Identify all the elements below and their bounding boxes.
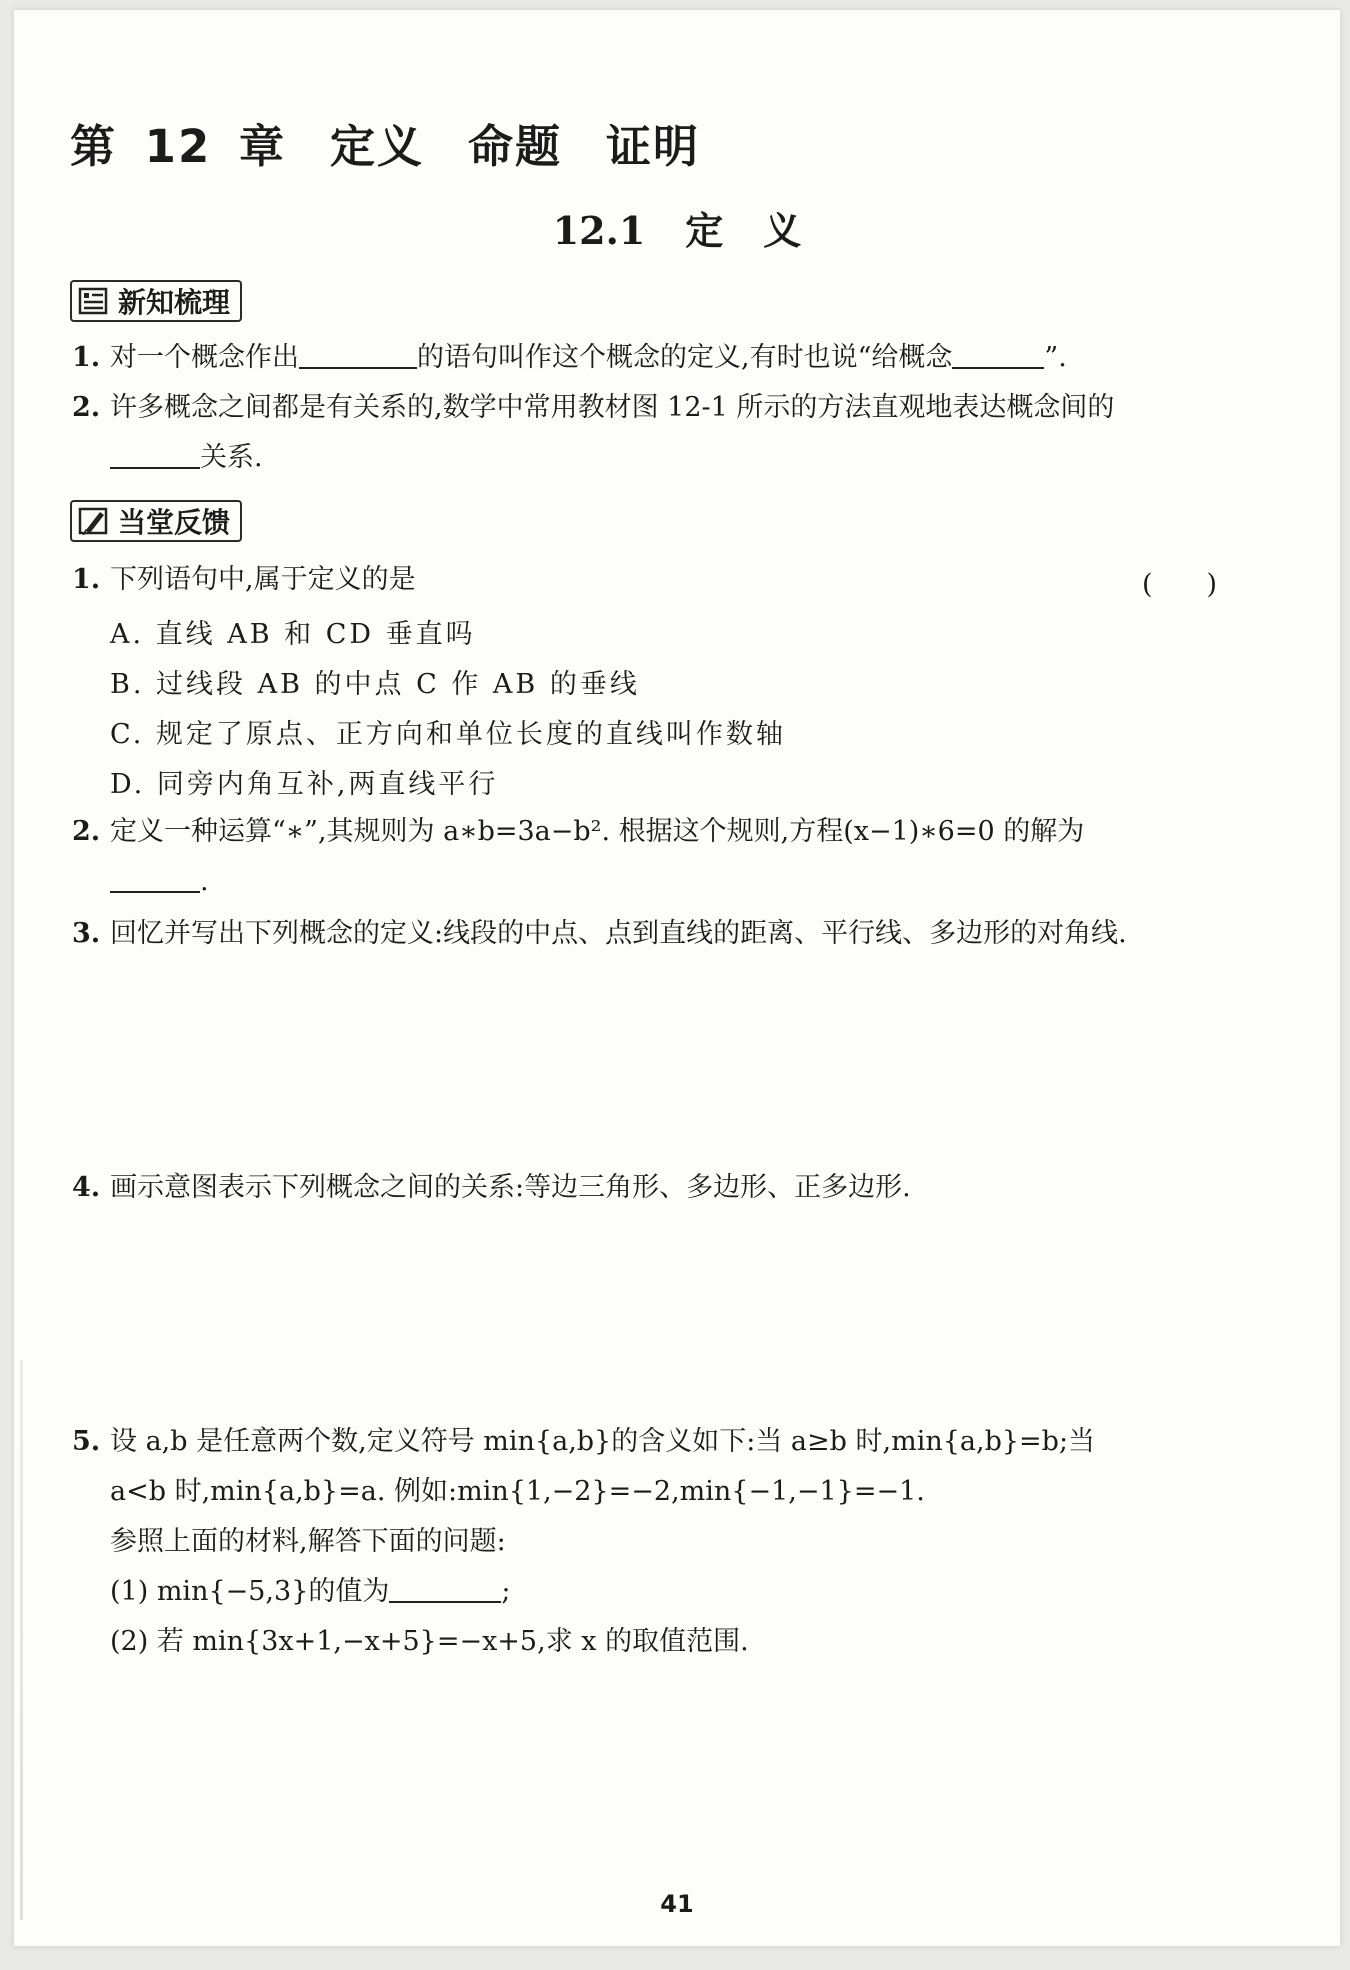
question-5-sub2: (2) 若 min{3x+1,−x+5}=−x+5,求 x 的取值范围. [110, 1626, 749, 1657]
answer-blank[interactable] [952, 343, 1044, 369]
option-c: C. 规定了原点、正方向和单位长度的直线叫作数轴 [110, 719, 786, 750]
in-class-feedback-label: 当堂反馈 [118, 506, 231, 539]
item-number: 1. [72, 342, 101, 373]
option-d: D. 同旁内角互补,两直线平行 [110, 769, 499, 800]
question-5 [72, 1424, 1095, 1460]
page-number: 41 [660, 1890, 694, 1918]
question-5-line3: 参照上面的材料,解答下面的问题: [110, 1526, 506, 1557]
question-number: 2. [72, 816, 101, 847]
question-text: 下列语句中,属于定义的是 [110, 564, 416, 595]
question-number: 5. [72, 1426, 101, 1457]
in-class-feedback-tag [70, 500, 242, 542]
answer-blank[interactable] [299, 343, 417, 369]
section-char-2: 义 [763, 208, 802, 253]
knowledge-item-1 [72, 340, 1067, 376]
answer-blank[interactable] [389, 1577, 501, 1603]
question-2 [72, 814, 1084, 850]
knowledge-item-2-line2 [110, 440, 263, 476]
item-text: 的语句叫作这个概念的定义,有时也说“给概念 [417, 342, 953, 373]
section-number: 12.1 [552, 208, 646, 253]
option-b: B. 过线段 AB 的中点 C 作 AB 的垂线 [110, 669, 640, 700]
answer-blank[interactable] [110, 443, 200, 469]
chapter-word-proof: 证明 [606, 120, 701, 173]
chapter-word-proposition: 命题 [467, 120, 562, 173]
question-text: 回忆并写出下列概念的定义:线段的中点、点到直线的距离、平行线、多边形的对角线. [110, 918, 1127, 949]
item-text: 对一个概念作出 [110, 342, 299, 373]
item-text: 关系. [200, 442, 263, 473]
new-knowledge-label: 新知梳理 [118, 286, 231, 319]
chapter-word-definition: 定义 [329, 120, 424, 173]
item-text: ”. [1044, 342, 1067, 373]
answer-parentheses[interactable]: ( ) [1142, 569, 1218, 600]
new-knowledge-tag [70, 280, 242, 322]
option-a: A. 直线 AB 和 CD 垂直吗 [110, 619, 476, 650]
question-text: 设 a,b 是任意两个数,定义符号 min{a,b}的含义如下:当 a≥b 时,min{a,b}=b;当 [110, 1426, 1096, 1457]
question-2-answer-line [110, 864, 209, 900]
knowledge-item-2 [72, 390, 1114, 426]
sub-question-text: (1) min{−5,3}的值为 [110, 1576, 390, 1607]
question-5-line2: a<b 时,min{a,b}=a. 例如:min{1,−2}=−2,min{−1,−1}=−1. [110, 1476, 925, 1507]
question-3 [72, 916, 1127, 952]
sub-question-text: ; [501, 1576, 511, 1607]
section-char-1: 定 [685, 208, 724, 253]
section-title [14, 200, 1340, 255]
pencil-icon [78, 506, 110, 536]
question-text: 定义一种运算“∗”,其规则为 a∗b=3a−b². 根据这个规则,方程(x−1)∗6=0 的解为 [110, 816, 1085, 847]
answer-blank[interactable] [110, 867, 200, 893]
question-text: . [200, 866, 209, 897]
item-number: 2. [72, 392, 101, 423]
question-number: 1. [72, 564, 101, 595]
chapter-number: 第 12 章 [70, 120, 286, 173]
worksheet-page [14, 10, 1340, 1946]
question-1 [72, 562, 416, 598]
chapter-title [70, 110, 700, 175]
question-5-sub1 [110, 1574, 510, 1610]
question-4 [72, 1170, 911, 1206]
book-list-icon [78, 286, 110, 316]
question-text: 画示意图表示下列概念之间的关系:等边三角形、多边形、正多边形. [110, 1172, 911, 1203]
item-text: 许多概念之间都是有关系的,数学中常用教材图 12-1 所示的方法直观地表达概念间的 [110, 392, 1115, 423]
question-number: 3. [72, 918, 101, 949]
question-number: 4. [72, 1172, 101, 1203]
